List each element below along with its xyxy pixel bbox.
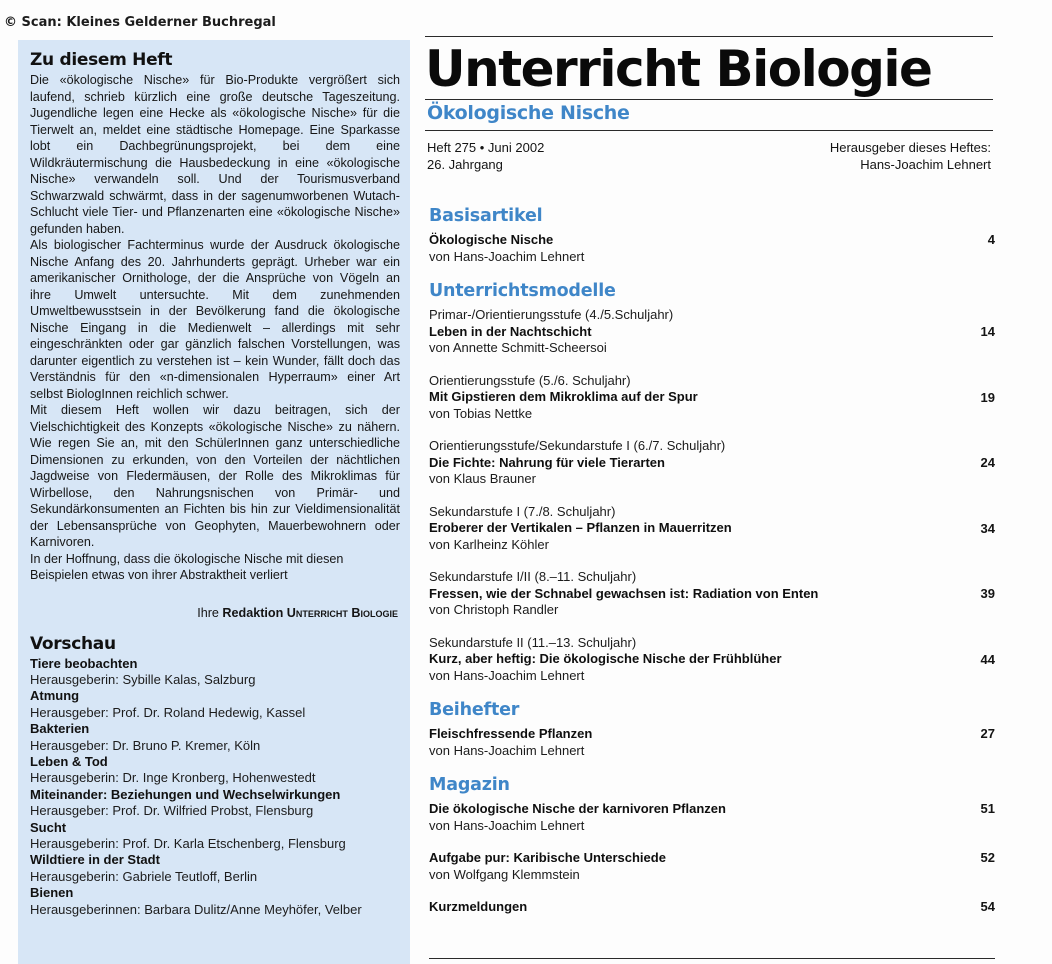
entry-title: Fressen, wie der Schnabel gewachsen ist: Radiation von Enten [429, 585, 819, 601]
preview-title: Bienen [30, 885, 74, 901]
toc-entry [429, 569, 995, 619]
intro-paragraph: Die «ökologische Nische» für Bio-Produkte vergrößert sich laufend, schrieb kürzlich eine große deutsche Tageszeitung. Jugendliche legen eine Hecke als «ökologische Nische» für die Tierwelt an, meldet eine städtische Homepage. Eine Sparkasse lobt ein Dachbegrünungsprojekt, bei dem eine Wildkräutermischung die Hausbedeckung in eine «ökologische Nische» verwandeln soll. Und der Tourismusverband Schwarzwald schwärmt, dass in der sagenumworbenen Wutach-Schlucht viele Tier- und Pflanzenarten eine «ökologische Nische» gefunden haben. [30, 73, 400, 236]
entry-author: von Hans-Joachim Lehnert [429, 742, 585, 758]
signature-redaktion: Redaktion [222, 605, 284, 620]
preview-editor: Herausgeberin: Dr. Inge Kronberg, Hohenwestedt [30, 770, 316, 786]
preview-editor: Herausgeberin: Gabriele Teutloff, Berlin [30, 868, 258, 884]
entry-page-number: 54 [980, 899, 995, 914]
entry-level: Orientierungsstufe/Sekundarstufe I (6./7. Schuljahr) [429, 438, 726, 453]
preview-title: Sucht [30, 819, 67, 835]
issue-editor-name: Hans-Joachim Lehnert [860, 157, 991, 172]
entry-author: von Hans-Joachim Lehnert [429, 667, 585, 683]
section-heading: Magazin [429, 775, 510, 795]
entry-page-number: 27 [980, 726, 995, 741]
preview-item [30, 820, 400, 853]
toc-entry [429, 373, 995, 423]
preview-item [30, 656, 400, 689]
toc-entry [429, 635, 995, 685]
issue-year: 26. Jahrgang [427, 157, 503, 172]
masthead [425, 36, 993, 173]
entry-level: Sekundarstufe I (7./8. Schuljahr) [429, 503, 616, 519]
preview-editor: Herausgeberin: Prof. Dr. Karla Etschenberg, Flensburg [30, 835, 346, 851]
entry-title: Aufgabe pur: Karibische Unterschiede [429, 850, 666, 865]
preview-item [30, 754, 400, 787]
table-of-contents [429, 206, 995, 932]
toc-entry [429, 232, 995, 265]
entry-author: von Hans-Joachim Lehnert [429, 248, 585, 264]
preview-title: Miteinander: Beziehungen und Wechselwirkungen [30, 786, 341, 802]
intro-paragraph: In der Hoffnung, dass die ökologische Nische mit diesen Beispielen etwas von ihrer Abstraktheit verliert [30, 551, 344, 582]
signature-magazine: Unterricht Biologie [286, 605, 398, 620]
entry-title: Die ökologische Nische der karnivoren Pflanzen [429, 801, 726, 816]
preview-title: Atmung [30, 688, 80, 704]
entry-author: von Wolfgang Klemmstein [429, 866, 580, 882]
preview-editor: Herausgeber: Prof. Dr. Roland Hedewig, Kassel [30, 704, 306, 720]
preview-heading: Vorschau [30, 633, 116, 654]
entry-title: Mit Gipstieren dem Mikroklima auf der Spur [429, 389, 698, 404]
issue-topic: Ökologische Nische [427, 102, 630, 124]
toc-section [429, 206, 995, 265]
entry-page-number: 39 [980, 586, 995, 601]
subtitle-rule [425, 130, 993, 131]
entry-title: Fleischfressende Pflanzen [429, 726, 593, 741]
toc-section [429, 281, 995, 684]
entry-title: Kurz, aber heftig: Die ökologische Nische der Frühblüher [429, 651, 782, 666]
preview-item [30, 688, 400, 721]
entry-page-number: 19 [980, 389, 995, 405]
preview-item [30, 885, 400, 918]
magazine-title: Unterricht Biologie [425, 40, 932, 98]
entry-page-number: 34 [980, 520, 995, 536]
entry-author: von Karlheinz Köhler [429, 536, 549, 552]
preview-item [30, 852, 400, 885]
preview-title: Leben & Tod [30, 753, 108, 769]
entry-level: Orientierungsstufe (5./6. Schuljahr) [429, 372, 631, 388]
entry-page-number: 52 [980, 850, 995, 865]
preview-editor: Herausgeberinnen: Barbara Dulitz/Anne Meyhöfer, Velber [30, 901, 362, 917]
entry-page-number: 51 [980, 801, 995, 816]
toc-entry [429, 307, 995, 357]
entry-author: von Klaus Brauner [429, 471, 536, 486]
entry-author: von Tobias Nettke [429, 405, 533, 421]
entry-title: Kurzmeldungen [429, 899, 528, 914]
toc-entry [429, 899, 995, 916]
title-rule [425, 99, 993, 100]
entry-level: Primar-/Orientierungsstufe (4./5.Schuljahr) [429, 307, 674, 322]
issue-editor-label: Herausgeber dieses Heftes: [829, 140, 991, 155]
entry-page-number: 44 [980, 651, 995, 667]
intro-paragraph: Als biologischer Fachterminus wurde der Ausdruck ökologische Nische Anfang des 20. Jahrhunderts geprägt. Urheber war ein amerikanischer Ornithologe, der die Ansprüche von Vögeln an ihre Umwelt untersuchte. Mit dem zunehmenden Umweltbewusstsein in der Bevölkerung fand die ökologische Nische Eingang in die Medienwelt – allerdings mit sehr eingeschränkten oder gar gänzlich falschen Vorstellungen, was darunter eigentlich zu verstehen ist – kein Wunder, fällt doch das Verständnis für den «n-dimensionalen Hyperraum» einer Art selbst BiologInnen reichlich schwer. [30, 238, 400, 401]
preview-list [30, 656, 400, 919]
entry-page-number: 24 [980, 455, 995, 470]
intro-heading: Zu diesem Heft [30, 50, 173, 70]
entry-level: Sekundarstufe I/II (8.–11. Schuljahr) [429, 569, 637, 584]
preview-title: Wildtiere in der Stadt [30, 852, 160, 868]
bottom-rule [429, 958, 995, 959]
entry-page-number: 4 [987, 232, 995, 247]
entry-author: von Annette Schmitt-Scheersoi [429, 340, 607, 355]
section-heading: Basisartikel [429, 206, 543, 226]
scan-credit: © Scan: Kleines Gelderner Buchregal [4, 15, 276, 30]
preview-item [30, 721, 400, 754]
top-rule [425, 36, 993, 37]
preview-title: Bakterien [30, 721, 90, 737]
toc-entry [429, 850, 995, 883]
preview-editor: Herausgeberin: Sybille Kalas, Salzburg [30, 671, 256, 687]
entry-author: von Hans-Joachim Lehnert [429, 817, 585, 833]
preview-item [30, 787, 400, 820]
entry-title: Die Fichte: Nahrung für viele Tierarten [429, 454, 665, 470]
section-heading: Unterrichtsmodelle [429, 281, 616, 301]
intro-paragraph: Mit diesem Heft wollen wir dazu beitragen, sich der Vielschichtigkeit des Konzepts «ökologische Nische» zu nähern. Wie regen Sie an, mit den SchülerInnen ganz unterschiedliche Dimensionen zu erkunden, von den Vorteilen der nächtlichen Jagdweise von Fledermäusen, der Rolle des Mikroklimas für Wirbellose, den Nahrungsnischen von Primär- und Sekundärkonsumenten an Fichten bis hin zur Vieldimensionalität der Lebensansprüche von Geophyten, Mauerbewohnern oder Karnivoren. [30, 403, 400, 549]
entry-page-number: 14 [980, 324, 995, 339]
preview-title: Tiere beobachten [30, 655, 138, 671]
signature-prefix: Ihre [197, 605, 219, 620]
entry-title: Leben in der Nachtschicht [429, 323, 592, 339]
signature [30, 606, 400, 620]
toc-section [429, 700, 995, 759]
entry-level: Sekundarstufe II (11.–13. Schuljahr) [429, 634, 637, 650]
issue-number: Heft 275 • Juni 2002 [427, 140, 545, 155]
toc-entry [429, 438, 995, 488]
toc-entry [429, 801, 995, 834]
preview-editor: Herausgeber: Prof. Dr. Wilfried Probst, Flensburg [30, 803, 314, 819]
intro-text [30, 72, 400, 584]
entry-title: Ökologische Nische [429, 232, 554, 247]
entry-title: Eroberer der Vertikalen – Pflanzen in Mauerritzen [429, 520, 732, 535]
section-heading: Beihefter [429, 700, 520, 720]
entry-author: von Christoph Randler [429, 602, 559, 617]
issue-info [425, 139, 993, 173]
sidebar [18, 40, 410, 964]
preview-editor: Herausgeber: Dr. Bruno P. Kremer, Köln [30, 737, 261, 753]
toc-entry [429, 504, 995, 554]
toc-entry [429, 726, 995, 759]
toc-section [429, 775, 995, 916]
